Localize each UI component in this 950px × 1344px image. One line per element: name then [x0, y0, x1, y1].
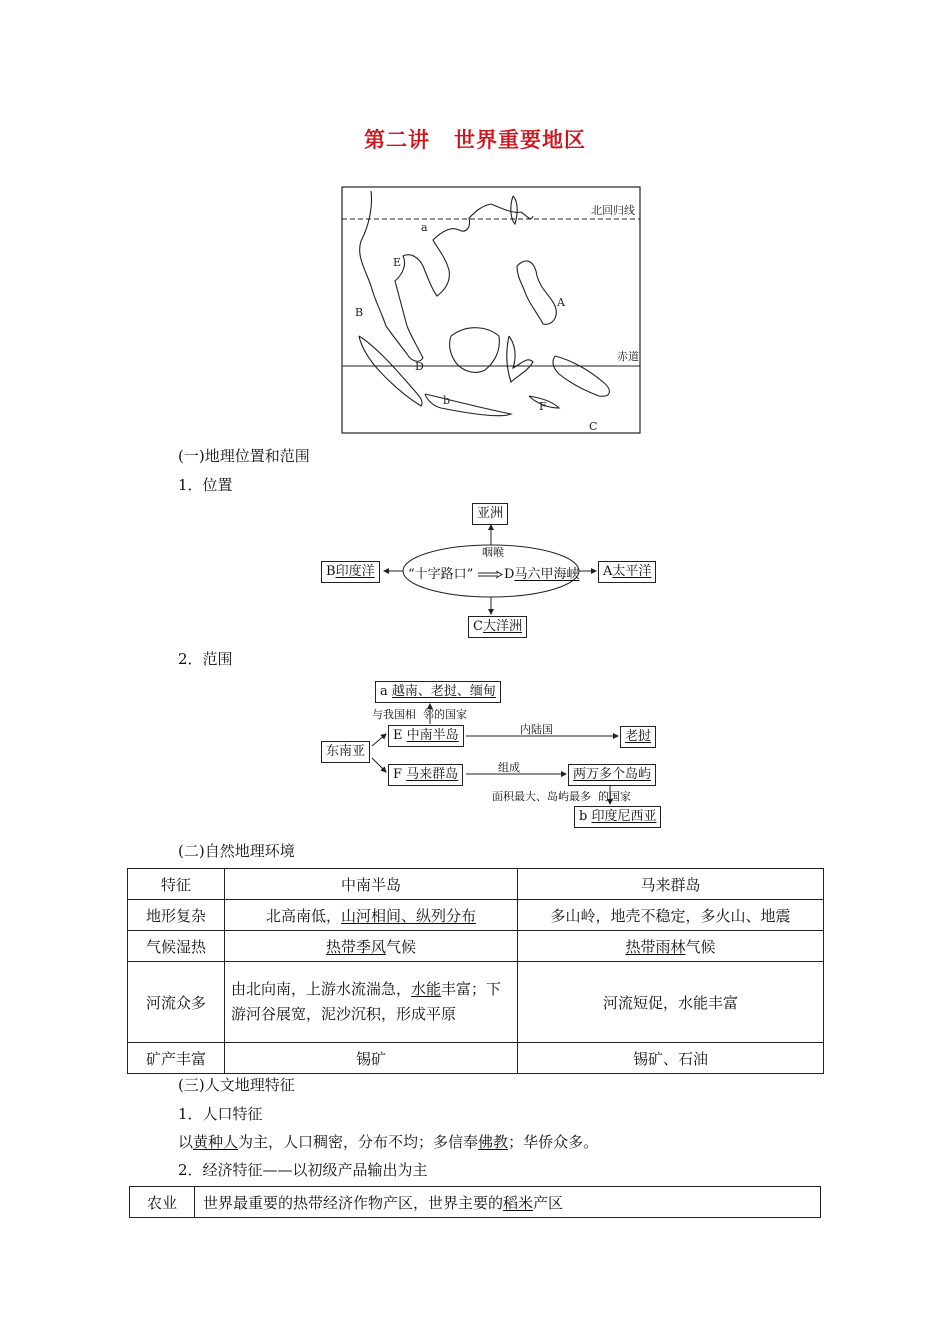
label-crossroads: “十字路口”: [408, 567, 474, 582]
table-row: [128, 931, 824, 962]
range-item: 2．范围: [178, 650, 233, 668]
table-cell: 热带季风气候: [225, 931, 518, 962]
table-row: [128, 1043, 824, 1074]
table-cell: 地形复杂: [128, 900, 225, 931]
natural-environment-table: [127, 868, 824, 1074]
table-cell: 北高南低，山河相间、纵列分布: [225, 900, 518, 931]
box-asia: 亚洲: [472, 503, 508, 525]
box-oceania: C大洋洲: [468, 616, 527, 638]
table-cell: 河流短促，水能丰富: [518, 962, 824, 1043]
box-indian-ocean: B印度洋: [321, 561, 380, 583]
table-cell: 由北向南，上游水流湍急，水能丰富；下游河谷展宽，泥沙沉积，形成平原: [225, 962, 518, 1043]
table-cell: 世界最重要的热带经济作物产区，世界主要的稻米产区: [195, 1187, 821, 1218]
label-largest: 面积最大、岛屿最多 的国家: [492, 790, 631, 803]
table-cell: 锡矿: [225, 1043, 518, 1074]
table-header-cell: 特征: [128, 869, 225, 900]
position-diagram: [320, 500, 660, 640]
box-indochina: E 中南半岛: [388, 725, 464, 747]
table-cell: 矿产丰富: [128, 1043, 225, 1074]
table-header-cell: 马来群岛: [518, 869, 824, 900]
table-cell: 农业: [130, 1187, 195, 1218]
map-letter-e: E: [393, 256, 402, 269]
tropic-label: 北回归线: [591, 204, 635, 217]
table-cell: 多山岭，地壳不稳定，多火山、地震: [518, 900, 824, 931]
page-title: 第二讲 世界重要地区: [364, 127, 586, 152]
table-cell: 河流众多: [128, 962, 225, 1043]
box-laos: 老挝: [620, 726, 656, 748]
label-malacca: D马六甲海峡: [504, 567, 580, 582]
population-item: 1．人口特征: [178, 1105, 263, 1123]
section1-heading: (一)地理位置和范围: [178, 447, 310, 465]
table-header-cell: 中南半岛: [225, 869, 518, 900]
box-indonesia: b 印度尼西亚: [574, 806, 661, 828]
table-cell: 锡矿、石油: [518, 1043, 824, 1074]
map-letter-c: C: [589, 420, 598, 433]
map-letter-a: a: [421, 221, 428, 234]
position-item: 1．位置: [178, 476, 233, 494]
section2-heading: (二)自然地理环境: [178, 842, 295, 860]
table-row: [128, 900, 824, 931]
label-neighbor: 与我国相 邻的国家: [372, 708, 467, 721]
section3-heading: (三)人文地理特征: [178, 1076, 295, 1094]
map-letter-b-lower: b: [443, 394, 451, 407]
map-letter-d: D: [415, 360, 424, 373]
map-letter-f: F: [539, 400, 547, 413]
box-malay-archipelago: F 马来群岛: [388, 764, 463, 786]
range-diagram: [320, 676, 665, 831]
box-southeast-asia: 东南亚: [321, 741, 370, 763]
table-row: [130, 1187, 821, 1218]
table-row: [128, 962, 824, 1043]
label-throat: 咽喉: [482, 546, 504, 559]
map-letter-b: B: [355, 306, 364, 319]
table-cell: 热带雨林气候: [518, 931, 824, 962]
economy-table: [129, 1186, 821, 1218]
southeast-asia-map: [341, 186, 641, 434]
label-compose: 组成: [498, 761, 520, 774]
label-landlocked: 内陆国: [520, 723, 553, 736]
map-letter-a-upper: A: [557, 296, 565, 309]
box-islands: 两万多个岛屿: [568, 764, 656, 786]
economy-item: 2．经济特征——以初级产品输出为主: [178, 1161, 428, 1179]
population-text: 以黄种人为主，人口稠密，分布不均；多信奉佛教；华侨众多。: [178, 1133, 599, 1151]
box-pacific-ocean: A太平洋: [598, 561, 656, 583]
table-cell: 气候湿热: [128, 931, 225, 962]
table-header-row: [128, 869, 824, 900]
box-neighbor-countries: a 越南、老挝、缅甸: [375, 681, 501, 703]
equator-label: 赤道: [617, 350, 639, 363]
